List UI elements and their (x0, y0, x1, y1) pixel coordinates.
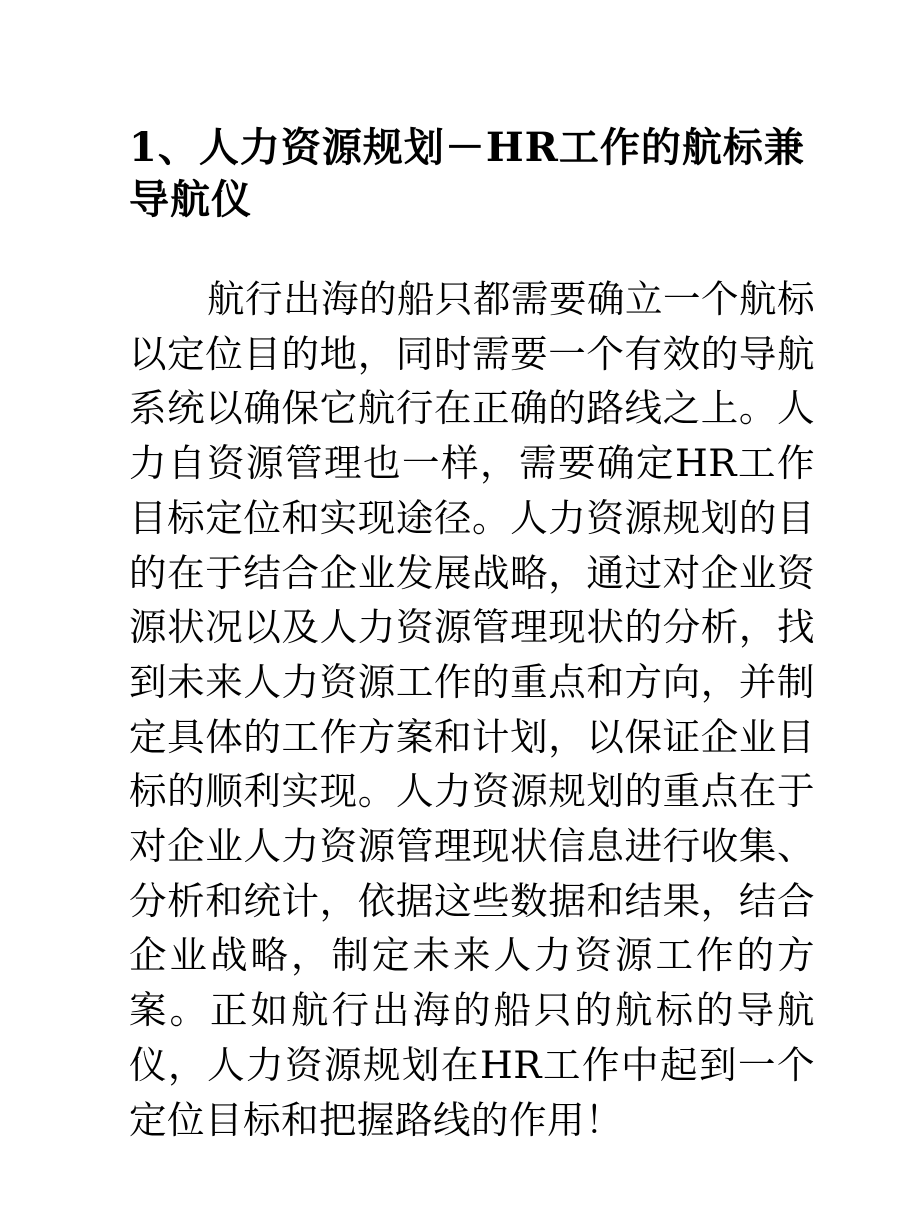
body-paragraph: 航行出海的船只都需要确立一个航标以定位目的地，同时需要一个有效的导航系统以确保它航行在正确的路线之上。人力自资源管理也一样，需要确定HR工作目标定位和实现途径。人力资源规划的目的在于结合企业发展战略，通过对企业资源状况以及人力资源管理现状的分析，找到未来人力资源工作的重点和方向，并制定具体的工作方案和计划，以保证企业目标的顺利实现。人力资源规划的重点在于对企业人力资源管理现状信息进行收集、分析和统计，依据这些数据和结果，结合企业战略，制定未来人力资源工作的方案。正如航行出海的船只的航标的导航仪，人力资源规划在HR工作中起到一个定位目标和把握路线的作用！ (129, 277, 815, 1142)
section-heading: 1、人力资源规划－HR工作的航标兼导航仪 (129, 124, 805, 223)
